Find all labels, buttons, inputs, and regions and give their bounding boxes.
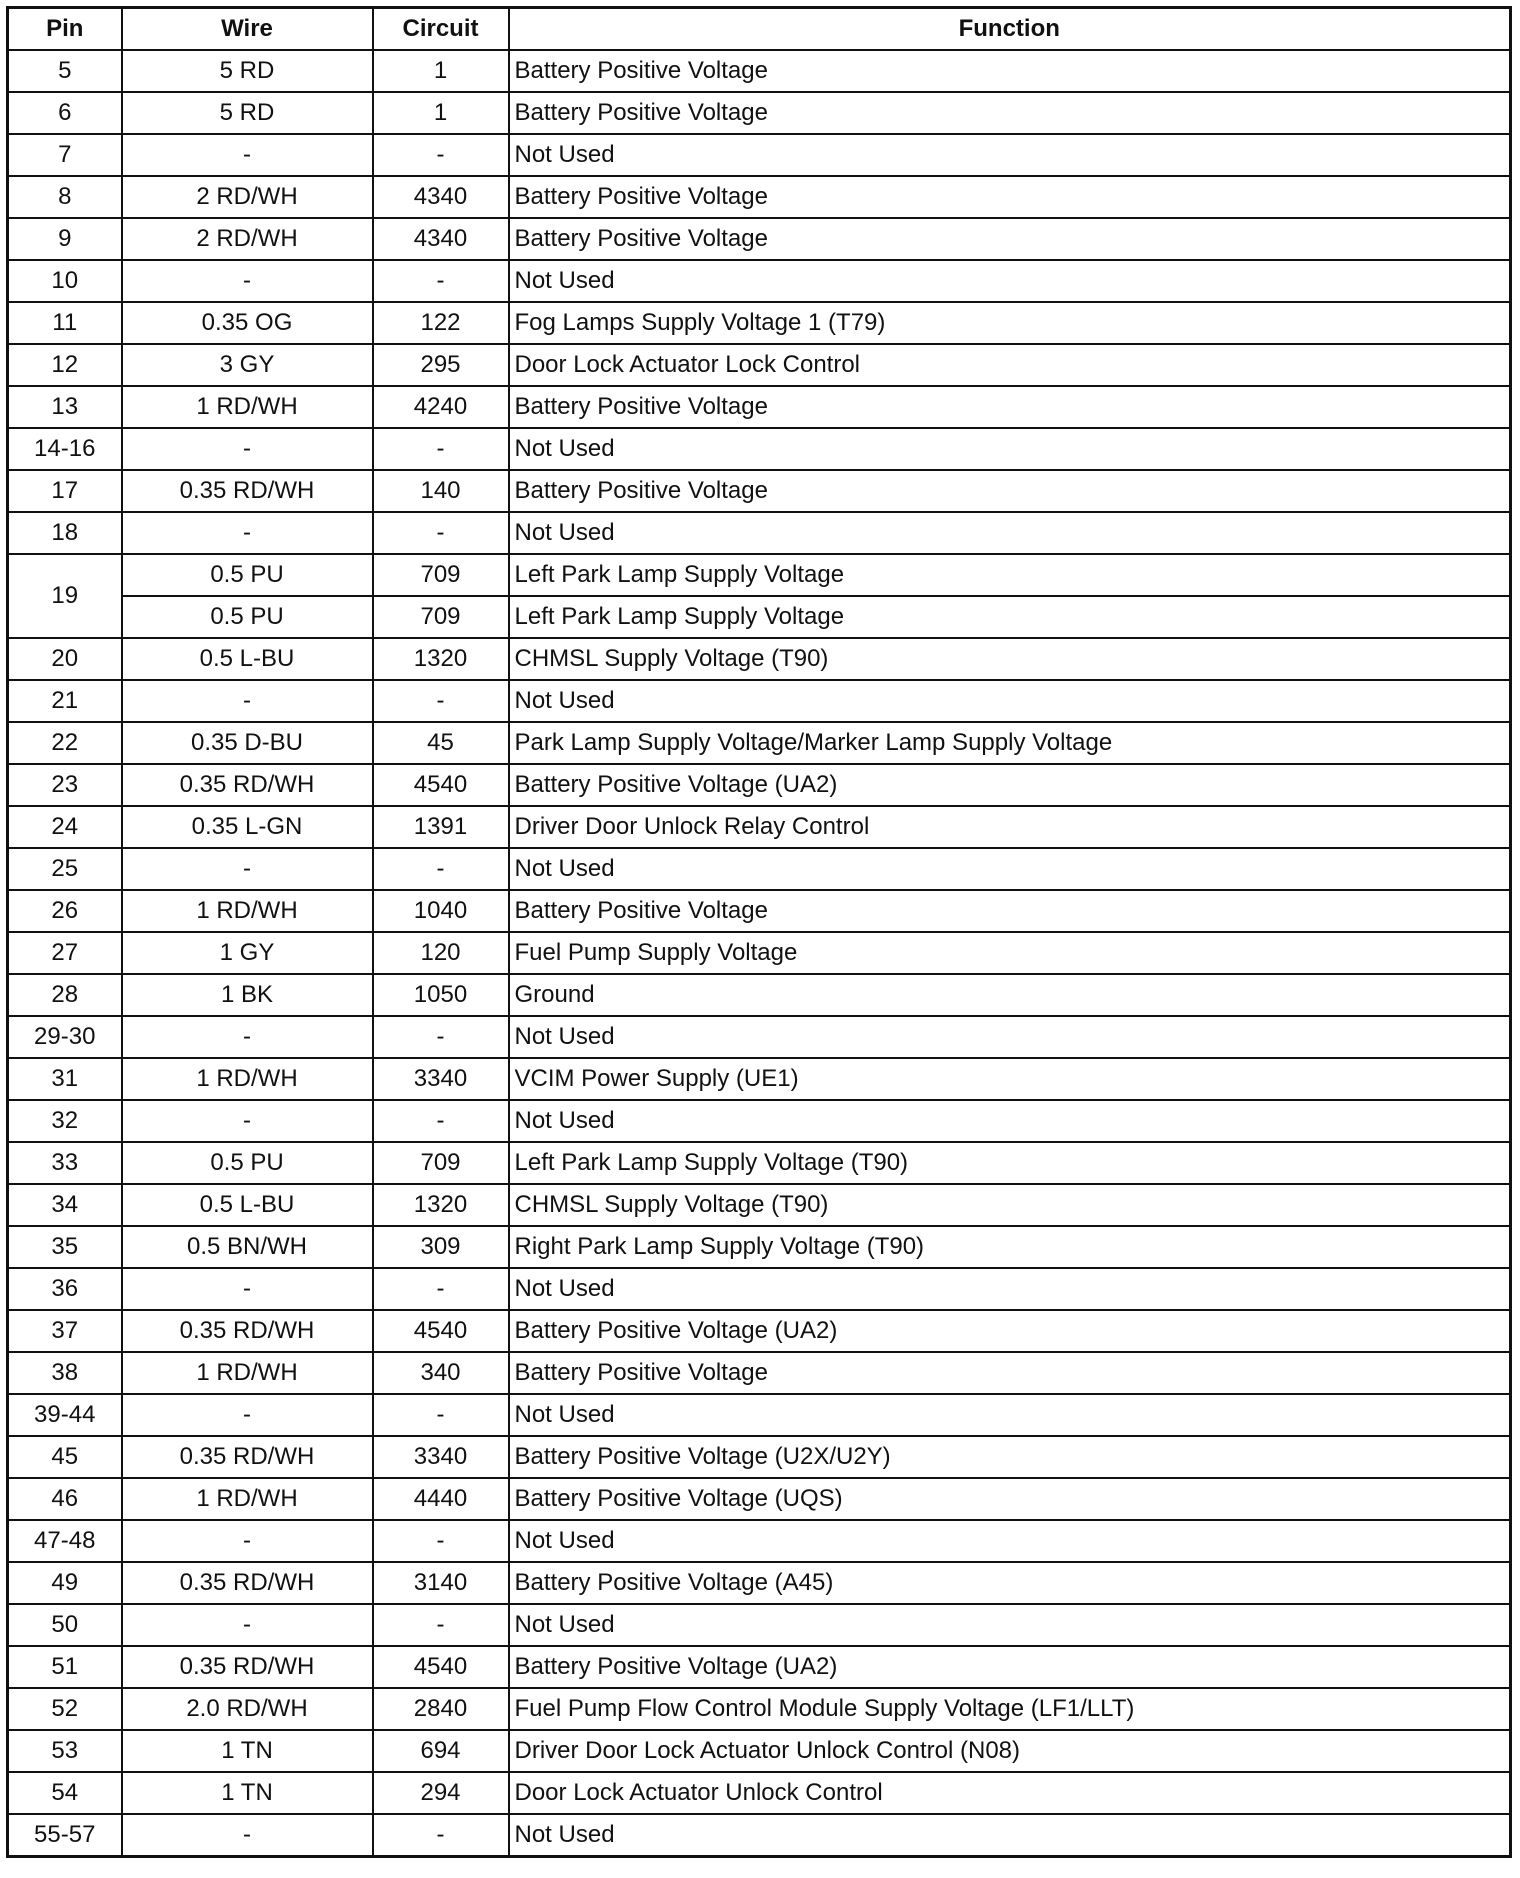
circuit-cell: - [373, 1268, 509, 1310]
function-cell: Fuel Pump Flow Control Module Supply Voltage (LF1/LLT) [509, 1688, 1511, 1730]
table-row [8, 344, 1511, 386]
function-cell: Battery Positive Voltage [509, 50, 1511, 92]
wire-cell: 0.35 RD/WH [122, 470, 373, 512]
table-row [8, 1436, 1511, 1478]
wire-cell: 0.35 RD/WH [122, 1310, 373, 1352]
pin-cell: 36 [8, 1268, 122, 1310]
circuit-cell: - [373, 1100, 509, 1142]
wire-cell: - [122, 680, 373, 722]
pin-cell: 12 [8, 344, 122, 386]
wire-cell: 2.0 RD/WH [122, 1688, 373, 1730]
table-row [8, 1058, 1511, 1100]
table-row [8, 134, 1511, 176]
circuit-cell: - [373, 848, 509, 890]
circuit-cell: 2840 [373, 1688, 509, 1730]
table-row [8, 302, 1511, 344]
circuit-cell: 120 [373, 932, 509, 974]
circuit-cell: 3340 [373, 1436, 509, 1478]
table-row [8, 386, 1511, 428]
circuit-cell: 709 [373, 554, 509, 596]
pin-cell: 9 [8, 218, 122, 260]
function-cell: Battery Positive Voltage [509, 386, 1511, 428]
table-row [8, 50, 1511, 92]
function-cell: VCIM Power Supply (UE1) [509, 1058, 1511, 1100]
function-cell: Not Used [509, 1604, 1511, 1646]
table-row [8, 1772, 1511, 1814]
wire-cell: - [122, 848, 373, 890]
function-cell: Battery Positive Voltage [509, 92, 1511, 134]
function-cell: Not Used [509, 1520, 1511, 1562]
function-cell: Battery Positive Voltage [509, 470, 1511, 512]
table-row [8, 1688, 1511, 1730]
pin-cell: 32 [8, 1100, 122, 1142]
circuit-cell: 1320 [373, 1184, 509, 1226]
table-row [8, 260, 1511, 302]
circuit-cell: 4540 [373, 1646, 509, 1688]
pin-cell: 52 [8, 1688, 122, 1730]
circuit-cell: 1391 [373, 806, 509, 848]
pin-cell: 10 [8, 260, 122, 302]
pin-cell: 47-48 [8, 1520, 122, 1562]
function-cell: Battery Positive Voltage (U2X/U2Y) [509, 1436, 1511, 1478]
function-cell: Fuel Pump Supply Voltage [509, 932, 1511, 974]
table-header-row [8, 8, 1511, 51]
pin-cell: 23 [8, 764, 122, 806]
function-cell: Not Used [509, 1268, 1511, 1310]
wire-cell: 0.35 D-BU [122, 722, 373, 764]
wire-cell: 1 RD/WH [122, 890, 373, 932]
circuit-cell: 1050 [373, 974, 509, 1016]
function-cell: Not Used [509, 260, 1511, 302]
pin-cell: 50 [8, 1604, 122, 1646]
pin-cell: 24 [8, 806, 122, 848]
wire-cell: - [122, 1604, 373, 1646]
pin-cell: 29-30 [8, 1016, 122, 1058]
function-cell: Battery Positive Voltage [509, 176, 1511, 218]
function-cell: Driver Door Lock Actuator Unlock Control (N08) [509, 1730, 1511, 1772]
wire-cell: 5 RD [122, 50, 373, 92]
pin-cell: 55-57 [8, 1814, 122, 1857]
pin-cell: 5 [8, 50, 122, 92]
function-cell: Battery Positive Voltage [509, 890, 1511, 932]
table-row [8, 1478, 1511, 1520]
circuit-cell: 3140 [373, 1562, 509, 1604]
function-cell: Battery Positive Voltage (UA2) [509, 1646, 1511, 1688]
circuit-cell: 709 [373, 596, 509, 638]
circuit-cell: 1320 [373, 638, 509, 680]
table-row [8, 1310, 1511, 1352]
circuit-cell: 4340 [373, 176, 509, 218]
circuit-cell: - [373, 134, 509, 176]
circuit-cell: 295 [373, 344, 509, 386]
table-row [8, 1604, 1511, 1646]
table-row [8, 92, 1511, 134]
pin-cell: 28 [8, 974, 122, 1016]
circuit-cell: 340 [373, 1352, 509, 1394]
pin-cell: 20 [8, 638, 122, 680]
wire-cell: - [122, 1016, 373, 1058]
table-row [8, 680, 1511, 722]
function-cell: Not Used [509, 1814, 1511, 1857]
wire-cell: - [122, 1814, 373, 1857]
wire-cell: - [122, 428, 373, 470]
table-row [8, 1268, 1511, 1310]
circuit-cell: 1 [373, 50, 509, 92]
function-cell: Driver Door Unlock Relay Control [509, 806, 1511, 848]
function-cell: Battery Positive Voltage (A45) [509, 1562, 1511, 1604]
pin-cell: 38 [8, 1352, 122, 1394]
function-cell: Battery Positive Voltage (UA2) [509, 764, 1511, 806]
function-cell: Battery Positive Voltage [509, 218, 1511, 260]
wire-cell: 0.35 L-GN [122, 806, 373, 848]
wire-cell: 1 RD/WH [122, 1352, 373, 1394]
table-row [8, 1646, 1511, 1688]
pin-cell: 14-16 [8, 428, 122, 470]
table-row [8, 1142, 1511, 1184]
wire-cell: - [122, 134, 373, 176]
header-pin: Pin [8, 8, 122, 51]
table-row [8, 1730, 1511, 1772]
wire-cell: 0.35 RD/WH [122, 764, 373, 806]
pin-cell: 7 [8, 134, 122, 176]
wire-cell: 0.5 L-BU [122, 638, 373, 680]
pin-cell: 17 [8, 470, 122, 512]
pin-cell: 6 [8, 92, 122, 134]
circuit-cell: 4540 [373, 764, 509, 806]
table-row [8, 1226, 1511, 1268]
wire-cell: 0.35 RD/WH [122, 1646, 373, 1688]
circuit-cell: 309 [373, 1226, 509, 1268]
table-row [8, 722, 1511, 764]
pin-cell: 54 [8, 1772, 122, 1814]
function-cell: Not Used [509, 848, 1511, 890]
pin-cell: 26 [8, 890, 122, 932]
pin-cell: 34 [8, 1184, 122, 1226]
function-cell: Fog Lamps Supply Voltage 1 (T79) [509, 302, 1511, 344]
wire-cell: 0.35 OG [122, 302, 373, 344]
table-row [8, 218, 1511, 260]
circuit-cell: 140 [373, 470, 509, 512]
pin-cell: 22 [8, 722, 122, 764]
table-row [8, 428, 1511, 470]
function-cell: Not Used [509, 1016, 1511, 1058]
wire-cell: 0.5 L-BU [122, 1184, 373, 1226]
circuit-cell: - [373, 1394, 509, 1436]
circuit-cell: - [373, 428, 509, 470]
circuit-cell: 294 [373, 1772, 509, 1814]
header-wire: Wire [122, 8, 373, 51]
function-cell: Not Used [509, 1100, 1511, 1142]
circuit-cell: 1040 [373, 890, 509, 932]
circuit-cell: 694 [373, 1730, 509, 1772]
pin-cell: 33 [8, 1142, 122, 1184]
pin-cell: 45 [8, 1436, 122, 1478]
table-row [8, 890, 1511, 932]
wire-cell: 1 RD/WH [122, 386, 373, 428]
function-cell: Not Used [509, 134, 1511, 176]
wire-cell: - [122, 512, 373, 554]
wire-cell: 1 BK [122, 974, 373, 1016]
table-row [8, 974, 1511, 1016]
table-row [8, 1562, 1511, 1604]
table-row [8, 596, 1511, 638]
header-circuit: Circuit [373, 8, 509, 51]
circuit-cell: 3340 [373, 1058, 509, 1100]
wire-cell: 2 RD/WH [122, 218, 373, 260]
table-row [8, 1184, 1511, 1226]
table-row [8, 1016, 1511, 1058]
table-row [8, 176, 1511, 218]
wire-cell: 0.5 BN/WH [122, 1226, 373, 1268]
wire-cell: 0.5 PU [122, 1142, 373, 1184]
pin-cell: 31 [8, 1058, 122, 1100]
wire-cell: 0.35 RD/WH [122, 1562, 373, 1604]
wire-cell: - [122, 1520, 373, 1562]
table-row [8, 470, 1511, 512]
circuit-cell: - [373, 680, 509, 722]
circuit-cell: - [373, 1016, 509, 1058]
wire-cell: 5 RD [122, 92, 373, 134]
function-cell: Battery Positive Voltage [509, 1352, 1511, 1394]
pin-cell: 35 [8, 1226, 122, 1268]
table-row [8, 1520, 1511, 1562]
wire-cell: 0.5 PU [122, 554, 373, 596]
function-cell: CHMSL Supply Voltage (T90) [509, 1184, 1511, 1226]
function-cell: Left Park Lamp Supply Voltage (T90) [509, 1142, 1511, 1184]
wire-cell: 0.5 PU [122, 596, 373, 638]
function-cell: Ground [509, 974, 1511, 1016]
function-cell: Not Used [509, 680, 1511, 722]
table-row [8, 1814, 1511, 1857]
pin-cell: 19 [8, 554, 122, 638]
pin-cell: 46 [8, 1478, 122, 1520]
circuit-cell: 45 [373, 722, 509, 764]
pin-cell: 39-44 [8, 1394, 122, 1436]
function-cell: Not Used [509, 1394, 1511, 1436]
circuit-cell: 4440 [373, 1478, 509, 1520]
table-row [8, 1100, 1511, 1142]
table-row [8, 1394, 1511, 1436]
circuit-cell: 1 [373, 92, 509, 134]
circuit-cell: - [373, 512, 509, 554]
function-cell: Battery Positive Voltage (UA2) [509, 1310, 1511, 1352]
circuit-cell: - [373, 1520, 509, 1562]
function-cell: Not Used [509, 512, 1511, 554]
pin-cell: 13 [8, 386, 122, 428]
circuit-cell: 4240 [373, 386, 509, 428]
function-cell: Park Lamp Supply Voltage/Marker Lamp Supply Voltage [509, 722, 1511, 764]
wire-cell: 1 GY [122, 932, 373, 974]
pin-cell: 18 [8, 512, 122, 554]
circuit-cell: 709 [373, 1142, 509, 1184]
wire-cell: 0.35 RD/WH [122, 1436, 373, 1478]
circuit-cell: - [373, 1604, 509, 1646]
table-row [8, 806, 1511, 848]
wire-cell: 1 RD/WH [122, 1478, 373, 1520]
connector-pinout-table [6, 6, 1512, 1858]
pin-cell: 21 [8, 680, 122, 722]
table-row [8, 1352, 1511, 1394]
pin-cell: 49 [8, 1562, 122, 1604]
pin-cell: 51 [8, 1646, 122, 1688]
circuit-cell: 122 [373, 302, 509, 344]
circuit-cell: 4540 [373, 1310, 509, 1352]
function-cell: Left Park Lamp Supply Voltage [509, 596, 1511, 638]
function-cell: Door Lock Actuator Unlock Control [509, 1772, 1511, 1814]
table-body [8, 50, 1511, 1857]
function-cell: Door Lock Actuator Lock Control [509, 344, 1511, 386]
wire-cell: 1 TN [122, 1730, 373, 1772]
function-cell: Not Used [509, 428, 1511, 470]
function-cell: CHMSL Supply Voltage (T90) [509, 638, 1511, 680]
wire-cell: 2 RD/WH [122, 176, 373, 218]
pin-cell: 53 [8, 1730, 122, 1772]
table-row [8, 638, 1511, 680]
function-cell: Left Park Lamp Supply Voltage [509, 554, 1511, 596]
pin-cell: 11 [8, 302, 122, 344]
pin-cell: 27 [8, 932, 122, 974]
circuit-cell: - [373, 260, 509, 302]
wire-cell: - [122, 1268, 373, 1310]
table-row [8, 512, 1511, 554]
pin-cell: 37 [8, 1310, 122, 1352]
circuit-cell: 4340 [373, 218, 509, 260]
table-row [8, 932, 1511, 974]
table-row [8, 764, 1511, 806]
wire-cell: - [122, 1100, 373, 1142]
circuit-cell: - [373, 1814, 509, 1857]
wire-cell: - [122, 260, 373, 302]
wire-cell: 1 TN [122, 1772, 373, 1814]
pin-cell: 25 [8, 848, 122, 890]
function-cell: Battery Positive Voltage (UQS) [509, 1478, 1511, 1520]
function-cell: Right Park Lamp Supply Voltage (T90) [509, 1226, 1511, 1268]
pin-cell: 8 [8, 176, 122, 218]
wire-cell: 3 GY [122, 344, 373, 386]
table-row [8, 554, 1511, 596]
table-row [8, 848, 1511, 890]
wire-cell: 1 RD/WH [122, 1058, 373, 1100]
header-function: Function [509, 8, 1511, 51]
wire-cell: - [122, 1394, 373, 1436]
